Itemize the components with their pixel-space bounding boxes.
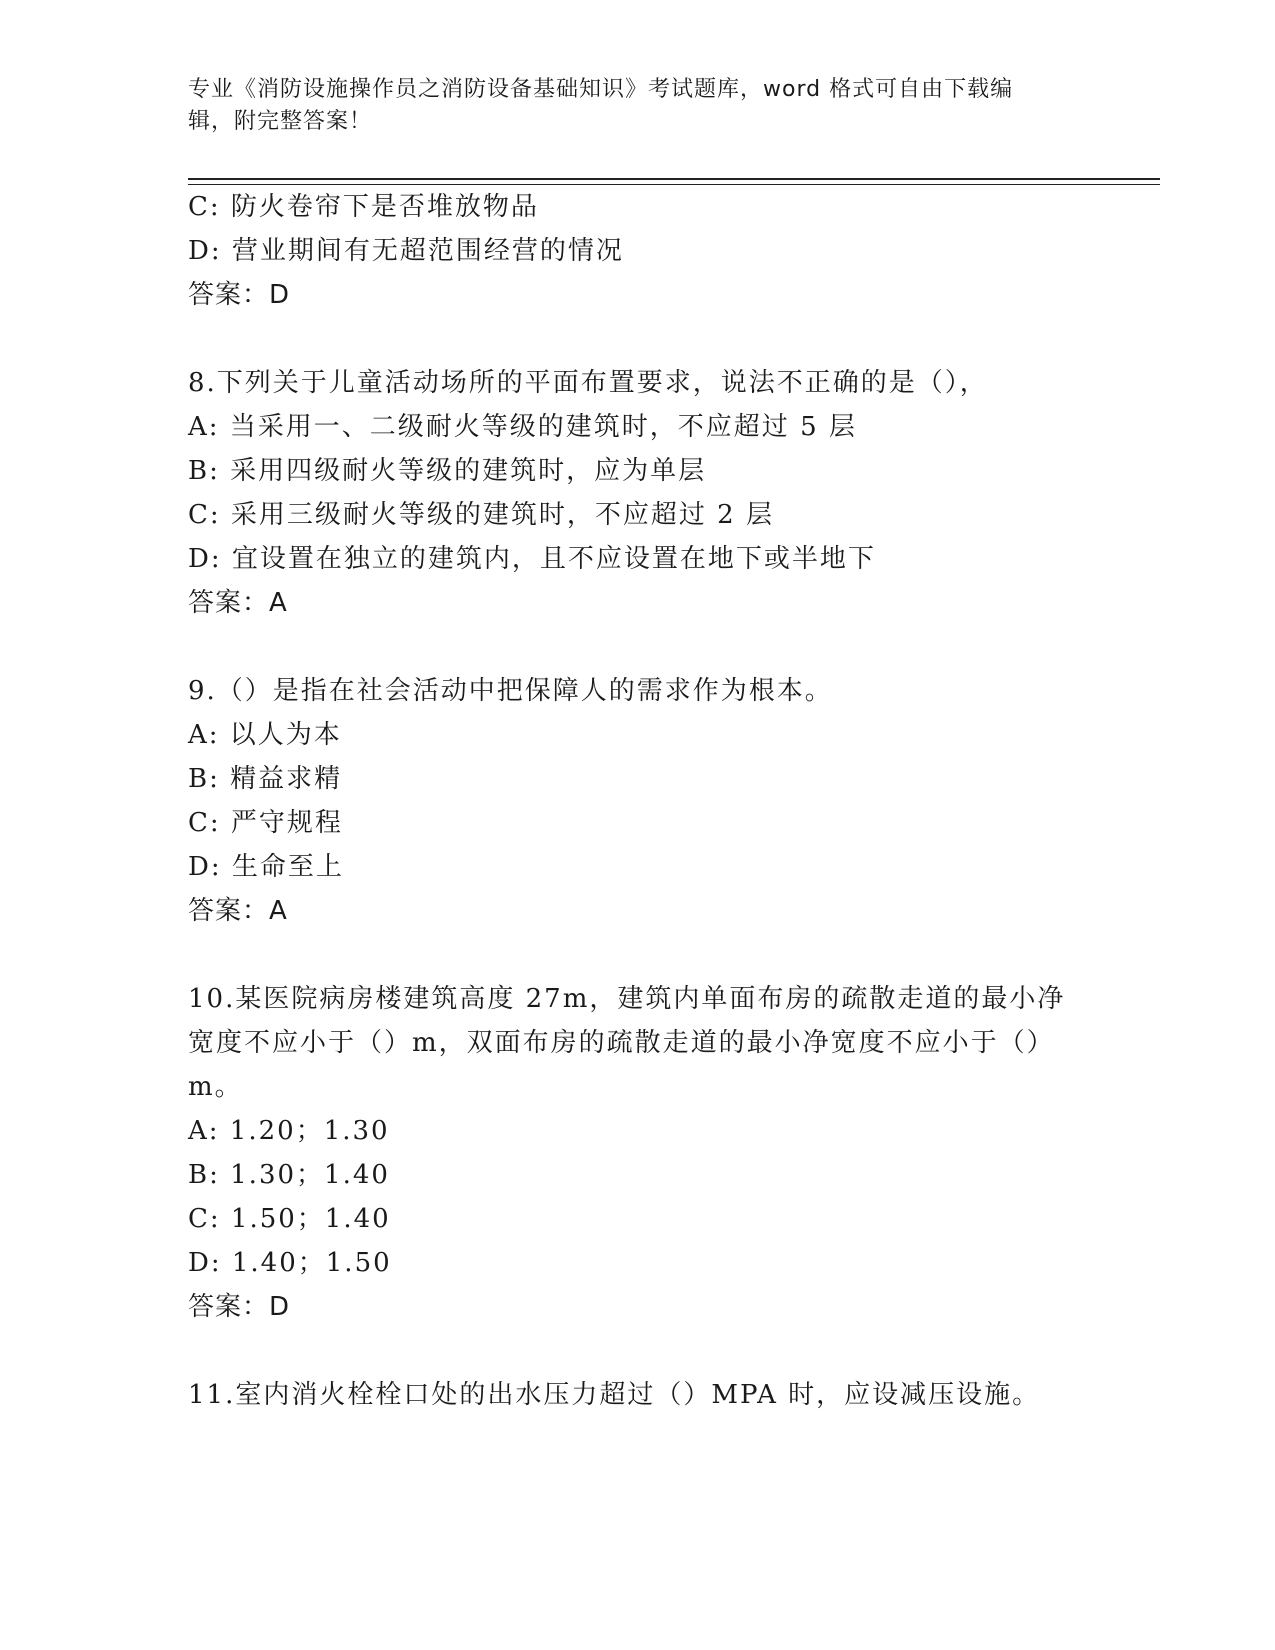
q10-option-c: C: 1.50；1.40 — [188, 1204, 391, 1234]
q10-option-b: B: 1.30；1.40 — [188, 1160, 390, 1190]
q9-option-c: C: 严守规程 — [188, 808, 343, 838]
q11-stem: 11.室内消火栓栓口处的出水压力超过（）MPA 时，应设减压设施。 — [188, 1380, 1041, 1410]
q7-option-d: D: 营业期间有无超范围经营的情况 — [188, 236, 624, 266]
q9-option-a: A: 以人为本 — [188, 720, 342, 750]
q7-option-c: C: 防火卷帘下是否堆放物品 — [188, 192, 539, 222]
q8-option-c: C: 采用三级耐火等级的建筑时，不应超过 2 层 — [188, 500, 774, 530]
q10-option-d: D: 1.40；1.50 — [188, 1248, 392, 1278]
q9-stem: 9.（）是指在社会活动中把保障人的需求作为根本。 — [188, 676, 833, 706]
q10-stem-line-1: 10.某医院病房楼建筑高度 27m，建筑内单面布房的疏散走道的最小净 — [188, 984, 1066, 1014]
header-line-2: 辑，附完整答案！ — [188, 109, 373, 134]
header-divider-thin — [188, 184, 1160, 185]
q10-option-a: A: 1.20；1.30 — [188, 1116, 390, 1146]
q8-option-b: B: 采用四级耐火等级的建筑时，应为单层 — [188, 456, 707, 486]
q9-option-b: B: 精益求精 — [188, 764, 343, 794]
document-header — [188, 74, 1068, 138]
q10-stem-line-3: m。 — [188, 1072, 243, 1102]
header-divider-thick — [188, 178, 1160, 180]
q9-answer: 答案：A — [188, 896, 288, 926]
q8-answer: 答案：A — [188, 588, 288, 618]
header-line-1: 专业《消防设施操作员之消防设备基础知识》考试题库，word 格式可自由下载编 — [188, 77, 1014, 102]
q9-option-d: D: 生命至上 — [188, 852, 344, 882]
q7-answer: 答案：D — [188, 280, 291, 310]
q8-stem: 8.下列关于儿童活动场所的平面布置要求，说法不正确的是（）， — [188, 368, 988, 398]
q10-stem-line-2: 宽度不应小于（）m，双面布房的疏散走道的最小净宽度不应小于（） — [188, 1028, 1055, 1058]
q8-option-d: D: 宜设置在独立的建筑内，且不应设置在地下或半地下 — [188, 544, 876, 574]
q8-option-a: A: 当采用一、二级耐火等级的建筑时，不应超过 5 层 — [188, 412, 857, 442]
q10-answer: 答案：D — [188, 1292, 291, 1322]
